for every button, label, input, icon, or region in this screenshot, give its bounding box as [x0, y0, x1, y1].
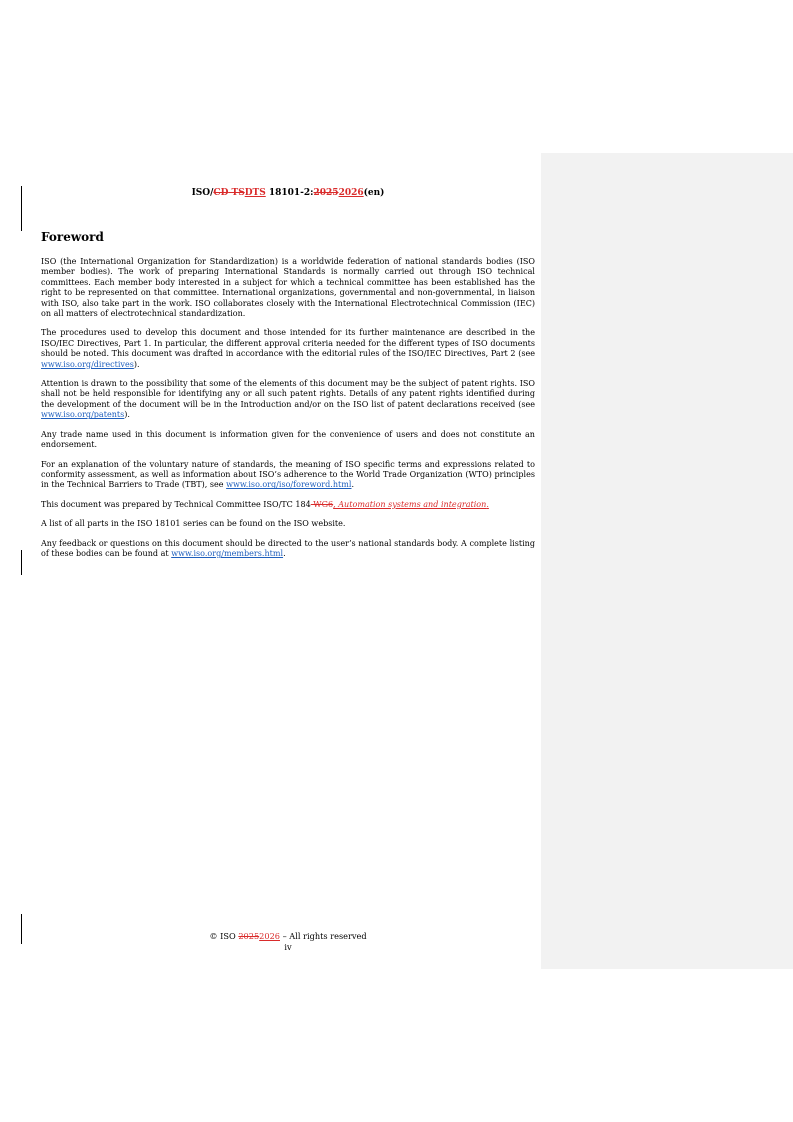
paragraph-feedback: Any feedback or questions on this document should be directed to the user’s national standards body. A complete listing of these bodies can be found at www.iso.org/members.html. — [41, 538, 535, 558]
page-number: iv — [284, 942, 292, 952]
comment-pane — [541, 153, 793, 969]
deleted-text: TS — [231, 188, 245, 198]
directives-link[interactable]: www.iso.org/directives — [41, 359, 134, 369]
page-footer — [40, 931, 536, 953]
foreword-body — [41, 257, 535, 568]
patents-link[interactable]: www.iso.org/patents — [41, 410, 125, 420]
paragraph-iso-intro: ISO (the International Organization for Standardization) is a worldwide federation of national standards bodies (ISO member bodies). The work of preparing International Standards is normally carried out through ISO technical committees. Each member body interested in a subject for which a technical committee has been established has the right to be represented on that committee. International organizations, governmental and non-governmental, in liaison with ISO, also take part in the work. ISO collaborates closely with the International Electrotechnical Commission (IEC) on all matters of electrotechnical standardization. — [41, 257, 535, 319]
change-bar-footer — [21, 914, 22, 944]
paragraph-technical-committee: This document was prepared by Technical Committee ISO/TC 184 WG6, Automation systems and integration. — [41, 499, 489, 509]
foreword-link[interactable]: www.iso.org/iso/foreword.html — [226, 480, 352, 490]
paragraph-trade-name: Any trade name used in this document is information given for the convenience of users and does not constitute an endorsement. — [41, 429, 535, 450]
foreword-heading: Foreword — [41, 230, 104, 244]
document-header: ISO/CD TSDTS 18101-2:20252026(en) — [191, 188, 385, 198]
paragraph-voluntary-nature: For an explanation of the voluntary nature of standards, the meaning of ISO specific terms and expressions related to conformity assessment, as well as information about ISO’s adherence to the World Trade Organization (WTO) principles in the Technical Barriers to Trade (TBT), see www.iso.org/iso/foreword.html. — [41, 459, 535, 490]
inserted-text: DTS — [244, 188, 266, 198]
deleted-text: CD — [213, 188, 229, 198]
change-bar-header — [21, 186, 22, 231]
inserted-text: , Automation systems and integration — [333, 499, 487, 509]
deleted-text: 2025 — [238, 931, 260, 941]
copyright-line: © ISO 20252026 – All rights reserved — [209, 931, 367, 941]
paragraph-patents: Attention is drawn to the possibility that some of the elements of this document may be the subject of patent rights. ISO shall not be held responsible for identifying any or all such patent rights. Details of any patent rights identified during the development of the document will be in the Introduction and/or on the ISO list of patent declarations received (see www.iso.org/patents). — [41, 379, 535, 420]
change-bar-tc-paragraph — [21, 550, 22, 575]
members-link[interactable]: www.iso.org/members.html — [171, 548, 284, 558]
inserted-text: 2026 — [338, 188, 364, 198]
deleted-text: 2025 — [313, 188, 339, 198]
deleted-text: WG6 — [310, 499, 334, 509]
paragraph-series-parts: A list of all parts in the ISO 18101 series can be found on the ISO website. — [41, 519, 346, 529]
paragraph-procedures: The procedures used to develop this document and those intended for its further maintenance are described in the ISO/IEC Directives, Part 1. In particular, the different approval criteria needed for the different types of ISO documents should be noted. This document was drafted in accordance with the editorial rules of the ISO/IEC Directives, Part 2 (see www.iso.org/directives). — [41, 328, 535, 369]
inserted-text: 2026 — [259, 931, 280, 941]
